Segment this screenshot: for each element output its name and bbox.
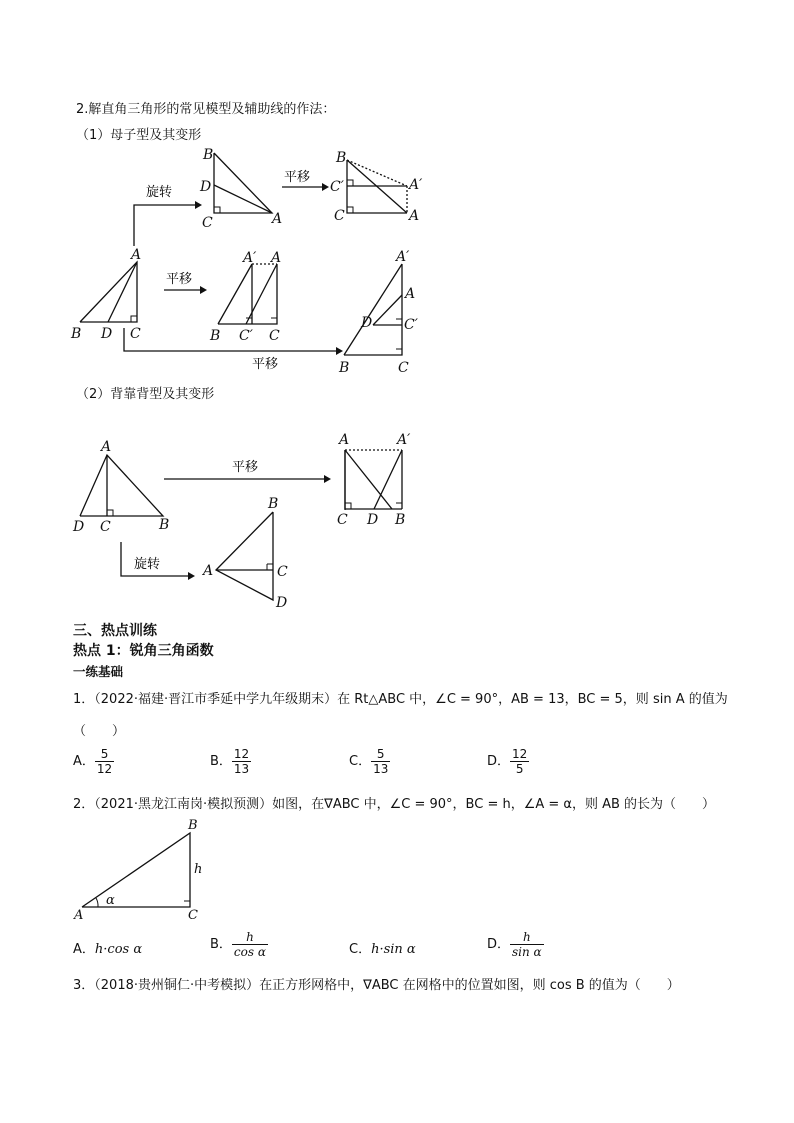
rotated-triangle	[214, 153, 272, 213]
q1-option-d[interactable]: D． $\frac{12}{5}$	[487, 747, 528, 776]
fig4-label-B: B	[210, 328, 221, 344]
q2-label-h: h	[194, 862, 203, 877]
fig7-label-A: A	[339, 432, 350, 448]
section2-subtitle-2: （2）背靠背型及其变形	[76, 387, 215, 402]
q2-option-c[interactable]: C．h·sin α	[349, 942, 416, 957]
fig6-label-C: C	[100, 519, 111, 535]
fig1-label-A: A	[131, 247, 142, 263]
rotate-label: 旋转	[146, 185, 173, 200]
fig1-label-B: B	[71, 326, 82, 342]
back-to-back-figures	[0, 420, 794, 620]
fig3-label-C: C	[334, 208, 345, 224]
q2-label-alpha: α	[106, 893, 115, 908]
section3-title: 三、热点训练	[73, 623, 157, 639]
q1-option-b[interactable]: B． $\frac{12}{13}$	[210, 747, 250, 776]
q2-option-a[interactable]: A．h·cos α	[73, 942, 143, 957]
q2-label-A: A	[74, 908, 84, 923]
fig6-label-B: B	[159, 517, 170, 533]
fig7-label-C: C	[337, 512, 348, 528]
fig8-label-C: C	[277, 564, 288, 580]
fig2-label-A: A	[272, 211, 283, 227]
fig7-label-D: D	[367, 512, 379, 528]
section2-title: 2.解直角三角形的常见模型及辅助线的作法：	[76, 102, 336, 117]
translate-label-3: 平移	[252, 357, 279, 372]
translate-label-4: 平移	[232, 460, 259, 475]
q2-stem: 2．（2021·黑龙江南岗·模拟预测）如图，在∇ABC 中，∠C = 90°，BC = h，∠A = α，则 AB 的长为（ ）	[73, 797, 716, 812]
q2-label-B: B	[188, 818, 198, 833]
fig4-label-Cp: C′	[239, 328, 253, 344]
translate-arrow-3	[124, 328, 336, 351]
q2-triangle-figure	[60, 815, 240, 925]
fig4-label-A: A	[271, 250, 282, 266]
translate-label-2: 平移	[166, 272, 193, 287]
fig2-label-C: C	[202, 215, 213, 231]
base-cevian	[108, 262, 137, 322]
fig3-label-B: B	[336, 150, 347, 166]
fig5-label-Ap: A′	[396, 249, 410, 265]
fig1-label-D: D	[101, 326, 113, 342]
fig8-label-A: A	[203, 563, 214, 579]
base-triangle	[80, 262, 137, 322]
fig8-label-D: D	[276, 595, 288, 611]
fig3-label-Cp: C′	[330, 179, 344, 195]
fig1-label-C: C	[130, 326, 141, 342]
rotate-arrow-line	[134, 205, 195, 246]
fig2-label-B: B	[203, 147, 214, 163]
fig7-label-B: B	[395, 512, 406, 528]
q2-label-C: C	[188, 908, 198, 923]
fig2-label-D: D	[200, 179, 212, 195]
fig5-label-C: C	[398, 360, 409, 376]
q1-option-a[interactable]: A． $\frac{5}{12}$	[73, 747, 113, 776]
translate-label-1: 平移	[284, 170, 311, 185]
fig3-label-A: A	[409, 208, 420, 224]
fig5-label-D: D	[361, 315, 373, 331]
fig4-label-Ap: A′	[243, 250, 257, 266]
practice-heading: 一练基础	[73, 664, 124, 679]
fig8-label-B: B	[268, 496, 279, 512]
fig5-label-A: A	[405, 286, 416, 302]
q3-stem: 3．（2018·贵州铜仁·中考模拟）在正方形网格中，∇ABC 在网格中的位置如图，则 cos B 的值为（ ）	[73, 978, 680, 993]
fig5-label-Cp: C′	[404, 317, 418, 333]
q2-option-d[interactable]: D． $\frac{h}{\text{sin α}}$	[487, 930, 542, 959]
fig3-label-Ap: A′	[409, 177, 423, 193]
fig4-label-C: C	[269, 328, 280, 344]
fig6-label-D: D	[73, 519, 85, 535]
rotate-label-2: 旋转	[134, 557, 161, 572]
q2-option-b[interactable]: B． $\frac{h}{\text{cos α}}$	[210, 930, 266, 959]
q1-paren: （ ）	[73, 724, 126, 739]
q1-stem: 1．（2022·福建·晋江市季延中学九年级期末）在 Rt△ABC 中，∠C = 90°，AB = 13，BC = 5，则 sin A 的值为	[73, 692, 728, 707]
fig7-label-Ap: A′	[397, 432, 411, 448]
q1-option-c[interactable]: C． $\frac{5}{13}$	[349, 747, 389, 776]
hotspot-title: 热点 1：锐角三角函数	[73, 643, 214, 659]
fig5-label-B: B	[339, 360, 350, 376]
fig6-label-A: A	[101, 439, 112, 455]
section2-subtitle-1: （1）母子型及其变形	[76, 128, 202, 143]
